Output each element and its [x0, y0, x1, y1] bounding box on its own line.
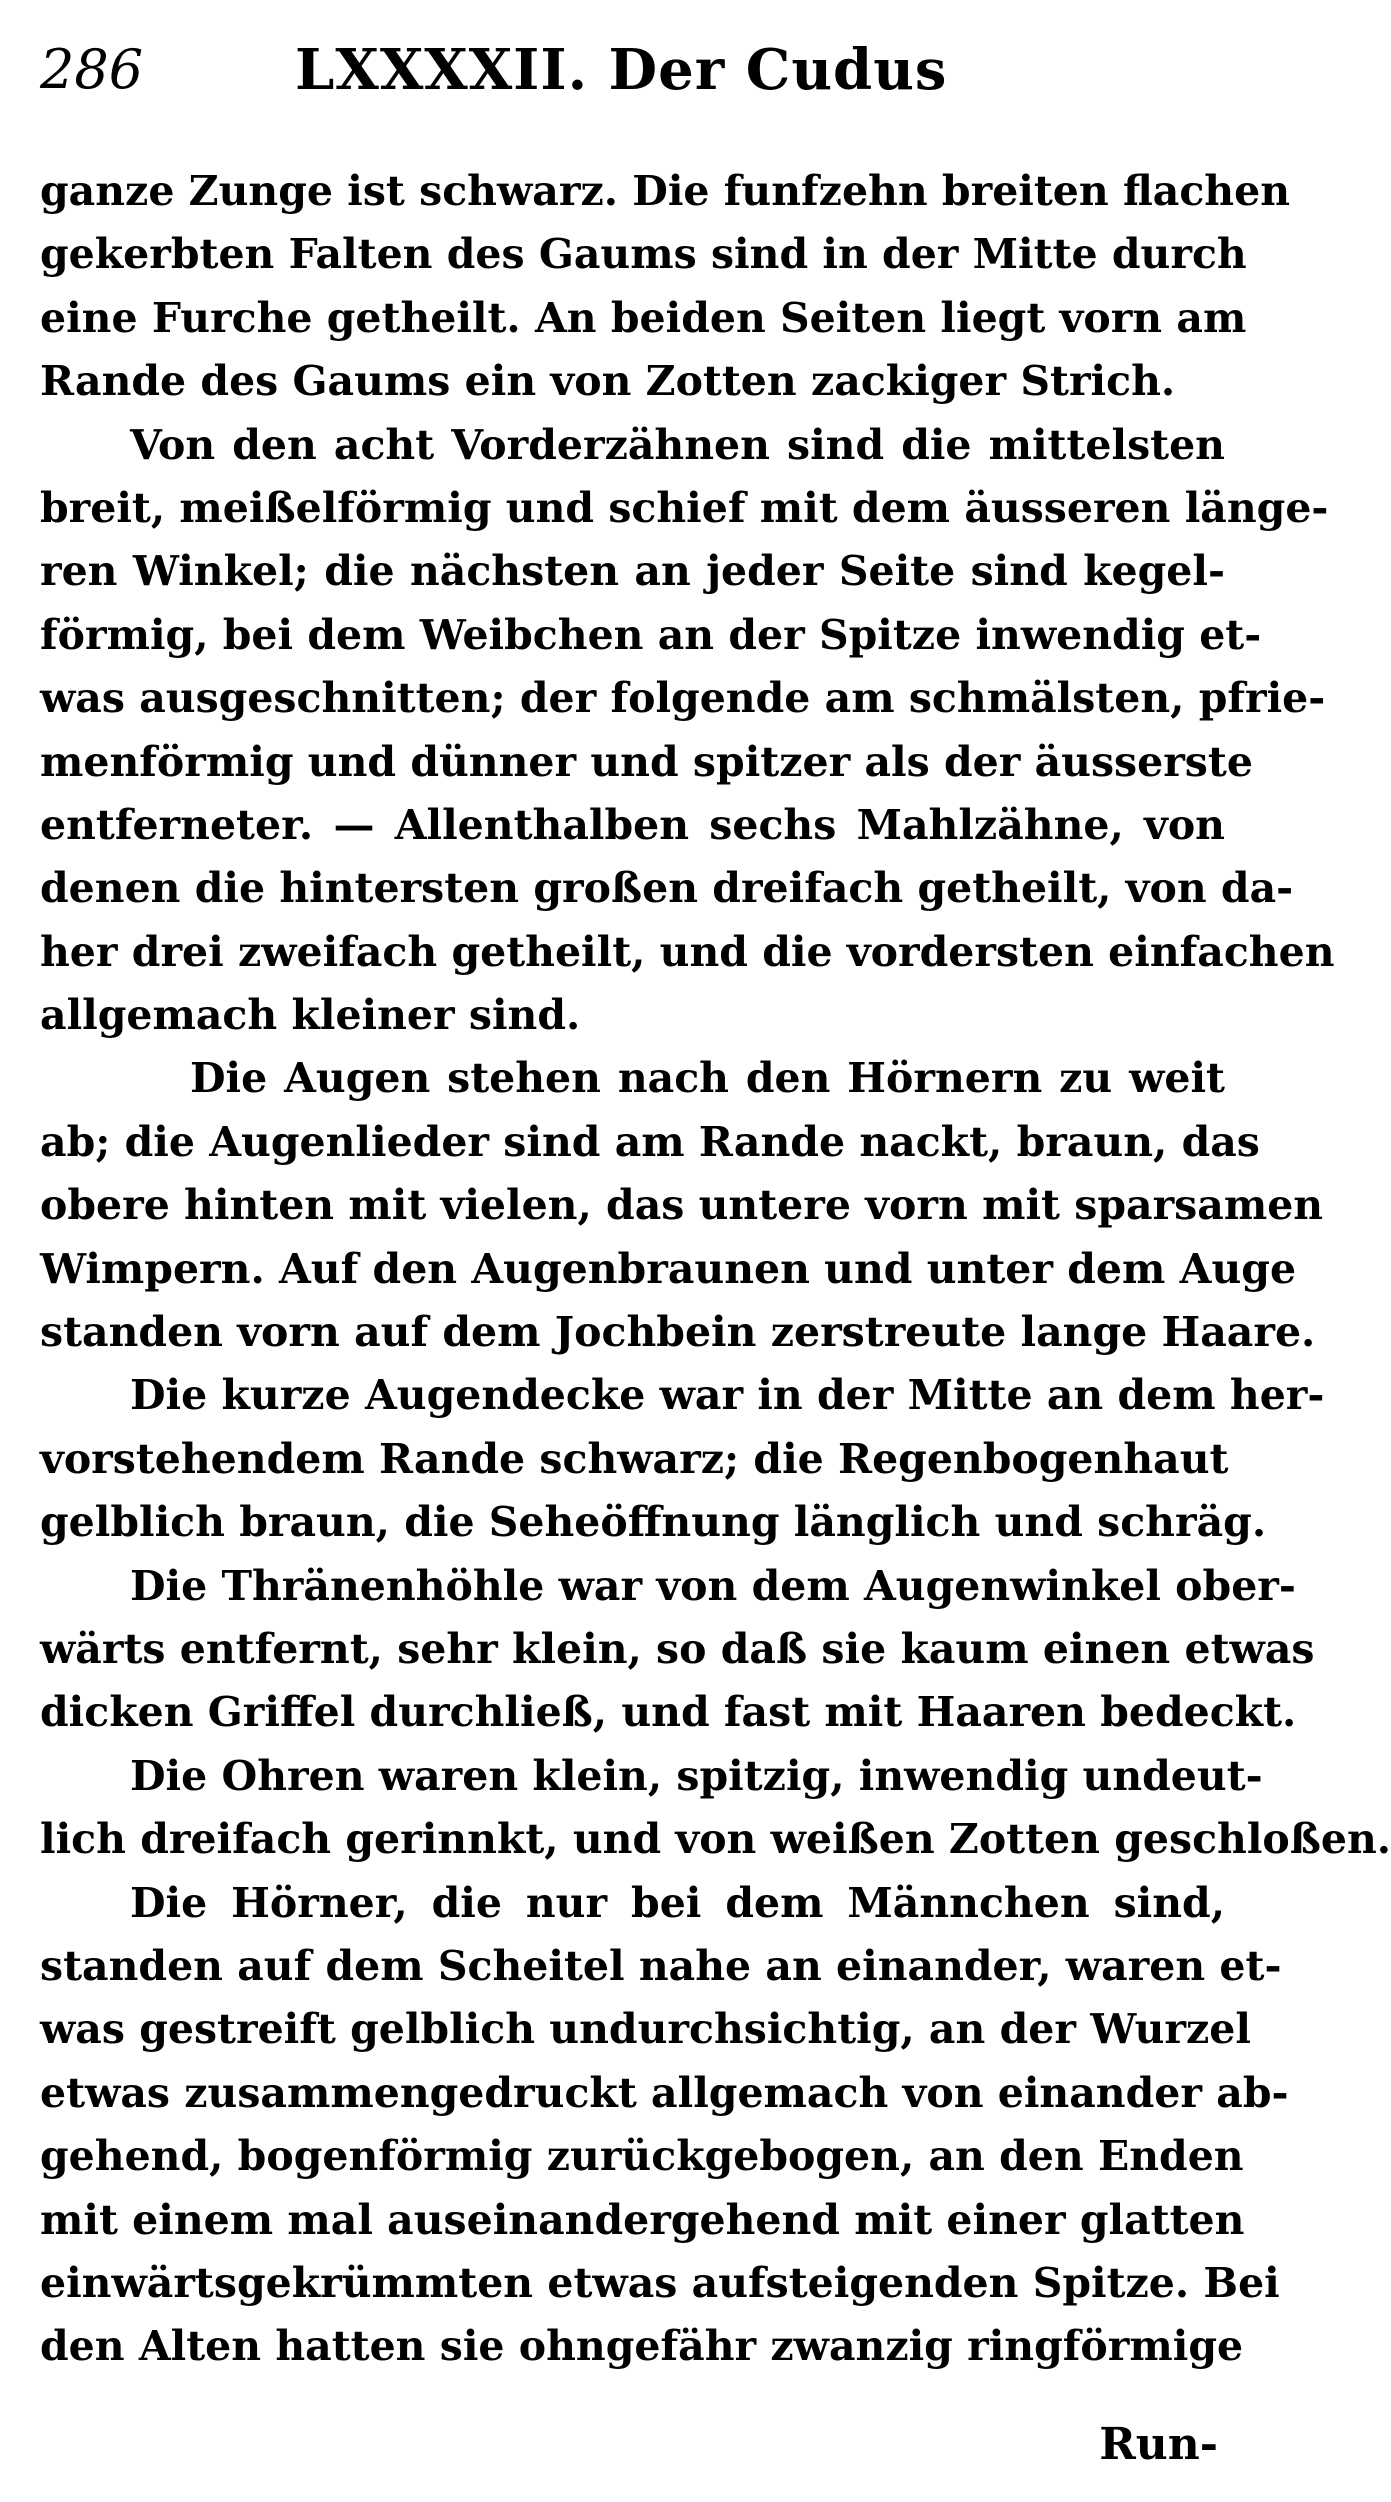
text-line: einwärtsgekrümmten etwas aufsteigenden Spitze. Bei [40, 2258, 1280, 2307]
text-line: Rande des Gaums ein von Zotten zackiger Strich. [40, 357, 1176, 406]
text-line: Die kurze Augendecke war in der Mitte an dem her- [130, 1371, 1325, 1420]
text-line: Die Thränenhöhle war von dem Augenwinkel ober- [130, 1561, 1296, 1610]
text-line: mit einem mal auseinandergehend mit einer glatten [40, 2195, 1245, 2244]
text-line: Von den acht Vorderzähnen sind die mittelsten [130, 420, 1225, 469]
text-line: lich dreifach gerinnkt, und von weißen Zotten geschloßen. [40, 1815, 1391, 1864]
text-line: denen die hintersten großen dreifach getheilt, von da- [40, 864, 1294, 913]
text-line: gelblich braun, die Seheöffnung länglich und schräg. [40, 1498, 1267, 1547]
text-line: standen vorn auf dem Jochbein zerstreute lange Haare. [40, 1308, 1316, 1357]
text-line: Die Ohren waren klein, spitzig, inwendig undeut- [130, 1751, 1263, 1800]
text-line: was gestreift gelblich undurchsichtig, an der Wurzel [40, 2005, 1251, 2054]
text-line: standen auf dem Scheitel nahe an einander, waren et- [40, 1941, 1282, 1990]
body-text [40, 160, 1391, 2379]
text-line: entferneter. — Allenthalben sechs Mahlzähne, von [40, 800, 1225, 849]
text-line: ab; die Augenlieder sind am Rande nackt, braun, das [40, 1117, 1260, 1166]
text-line: was ausgeschnitten; der folgende am schmälsten, pfrie- [40, 674, 1326, 723]
text-line: gekerbten Falten des Gaums sind in der Mitte durch [40, 230, 1247, 279]
text-line: ganze Zunge ist schwarz. Die funfzehn breiten flachen [40, 167, 1290, 215]
text-line: breit, meißelförmig und schief mit dem äusseren länge- [40, 483, 1329, 532]
text-line: eine Furche getheilt. An beiden Seiten liegt vorn am [40, 293, 1247, 342]
page-header [40, 30, 1220, 110]
text-line: dicken Griffel durchließ, und fast mit Haaren bedeckt. [40, 1688, 1297, 1737]
text-line: den Alten hatten sie ohngefähr zwanzig ringförmige [40, 2322, 1244, 2371]
text-line: etwas zusammengedruckt allgemach von einander ab- [40, 2068, 1289, 2117]
catchword: Run- [1099, 2419, 1218, 2470]
text-line: Wimpern. Auf den Augenbraunen und unter dem Auge [40, 1244, 1297, 1293]
text-line: ren Winkel; die nächsten an jeder Seite sind kegel- [40, 547, 1225, 596]
text-line: förmig, bei dem Weibchen an der Spitze inwendig et- [40, 610, 1262, 659]
page-number: 286 [40, 38, 144, 101]
text-line: allgemach kleiner sind. [40, 991, 581, 1040]
text-line: gehend, bogenförmig zurückgebogen, an den Enden [40, 2132, 1244, 2181]
text-line: Die Augen stehen nach den Hörnern zu weit [190, 1054, 1225, 1103]
text-line: Die Hörner, die nur bei dem Männchen sind, [130, 1878, 1225, 1927]
text-line: obere hinten mit vielen, das untere vorn mit sparsamen [40, 1181, 1324, 1230]
text-line: her drei zweifach getheilt, und die vordersten einfachen [40, 927, 1335, 976]
text-line: wärts entfernt, sehr klein, so daß sie kaum einen etwas [40, 1624, 1315, 1673]
running-title: LXXXXII. Der Cudus [295, 37, 948, 103]
text-line: vorstehendem Rande schwarz; die Regenbogenhaut [40, 1434, 1229, 1483]
text-line: menförmig und dünner und spitzer als der äusserste [40, 737, 1253, 786]
